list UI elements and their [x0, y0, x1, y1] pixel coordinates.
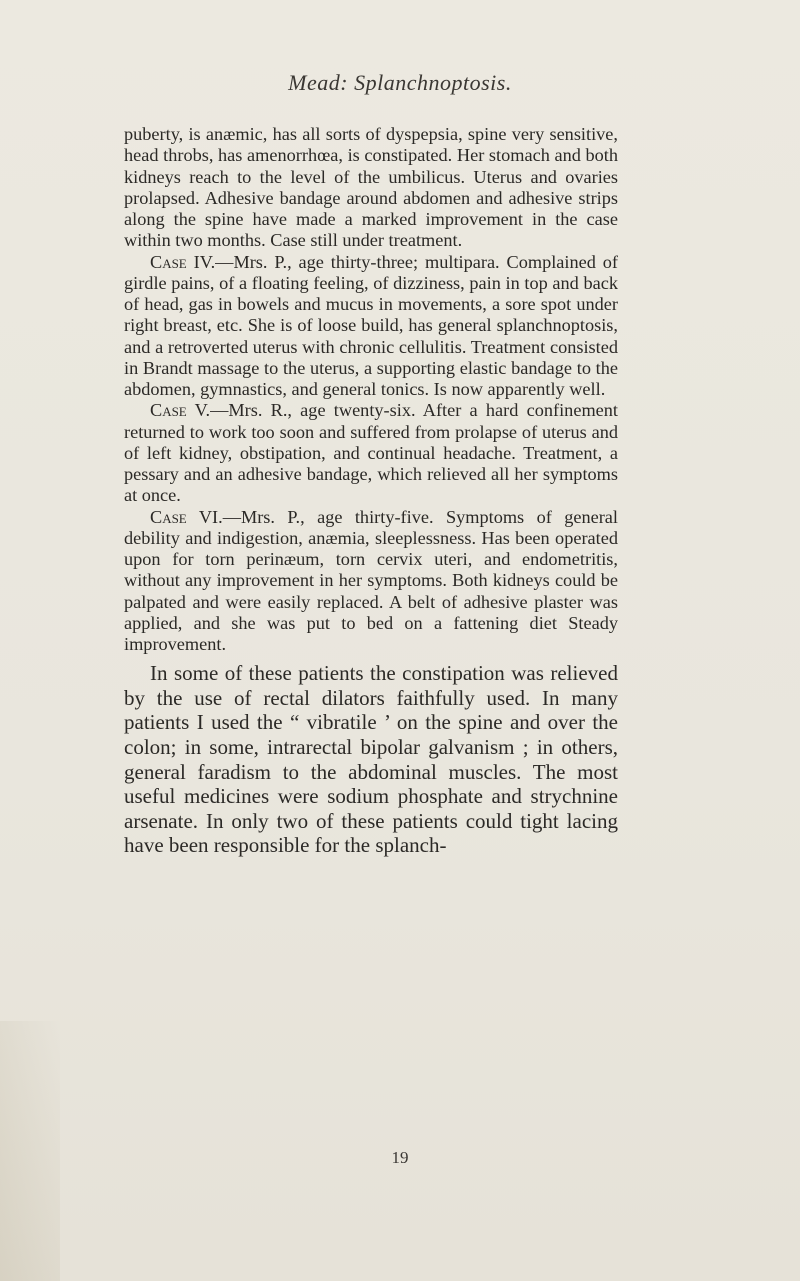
body-text [124, 124, 618, 879]
case-4-label: Case IV. [150, 251, 216, 272]
case-5-text: —Mrs. R., age twenty-six. After a hard confinement returned to work too soon and suffered from prolapse of uterus and of left kidney, obstipation, and continual headache. Treatment, a pessary and an adhesive bandage, which relieved all her symptoms at once. [124, 400, 618, 506]
case-4-text: —Mrs. P., age thirty-three; multipara. Complained of girdle pains, of a floating feeling, of dizziness, pain in top and back of head, gas in bowels and mucus in movements, a sore spot under right breast, etc. She is of loose build, has general splanchnoptosis, and a retroverted uterus with chronic cellulitis. Treatment consisted in Brandt massage to the uterus, a supporting elastic bandage to the abdomen, gymnastics, and general tonics. Is now apparently well. [124, 251, 619, 399]
paragraph-case-4 [124, 252, 618, 401]
paragraph-continuation: puberty, is anæmic, has all sorts of dyspepsia, spine very sensitive, head throbs, has amenorrhœa, is constipated. Her stomach and both kidneys reach to the level of the umbilicus. Uterus and ovaries prolapsed. Adhesive bandage around abdomen and adhesive strips along the spine have made a marked improvement in the case within two months. Case still under treatment. [124, 124, 618, 251]
case-6-label: Case VI. [150, 506, 223, 527]
case-6-text: —Mrs. P., age thirty-five. Symptoms of general debility and indigestion, anæmia, sleeplessness. Has been operated upon for torn perinæum, torn cervix uteri, and endometritis, without any improvement in her symptoms. Both kidneys could be palpated and were easily replaced. A belt of adhesive plaster was applied, and she was put to bed on a fattening diet Steady improvement. [124, 506, 618, 654]
paragraph-case-5 [124, 400, 618, 506]
paragraph-closing: In some of these patients the constipation was relieved by the use of rectal dilators faithfully used. In many patients I used the “ vibratile ’ on the spine and over the colon; in some, intrarectal bipolar galvanism ; in others, general faradism to the abdominal muscles. The most useful medicines were sodium phosphate and strychnine arsenate. In only two of these patients could tight lacing have been responsible for the splanch- [124, 661, 618, 858]
page-number: 19 [391, 1148, 409, 1167]
running-head: Mead: Splanchnoptosis. [288, 70, 512, 95]
paragraph-case-6 [124, 507, 618, 656]
case-5-label: Case V. [150, 400, 211, 421]
